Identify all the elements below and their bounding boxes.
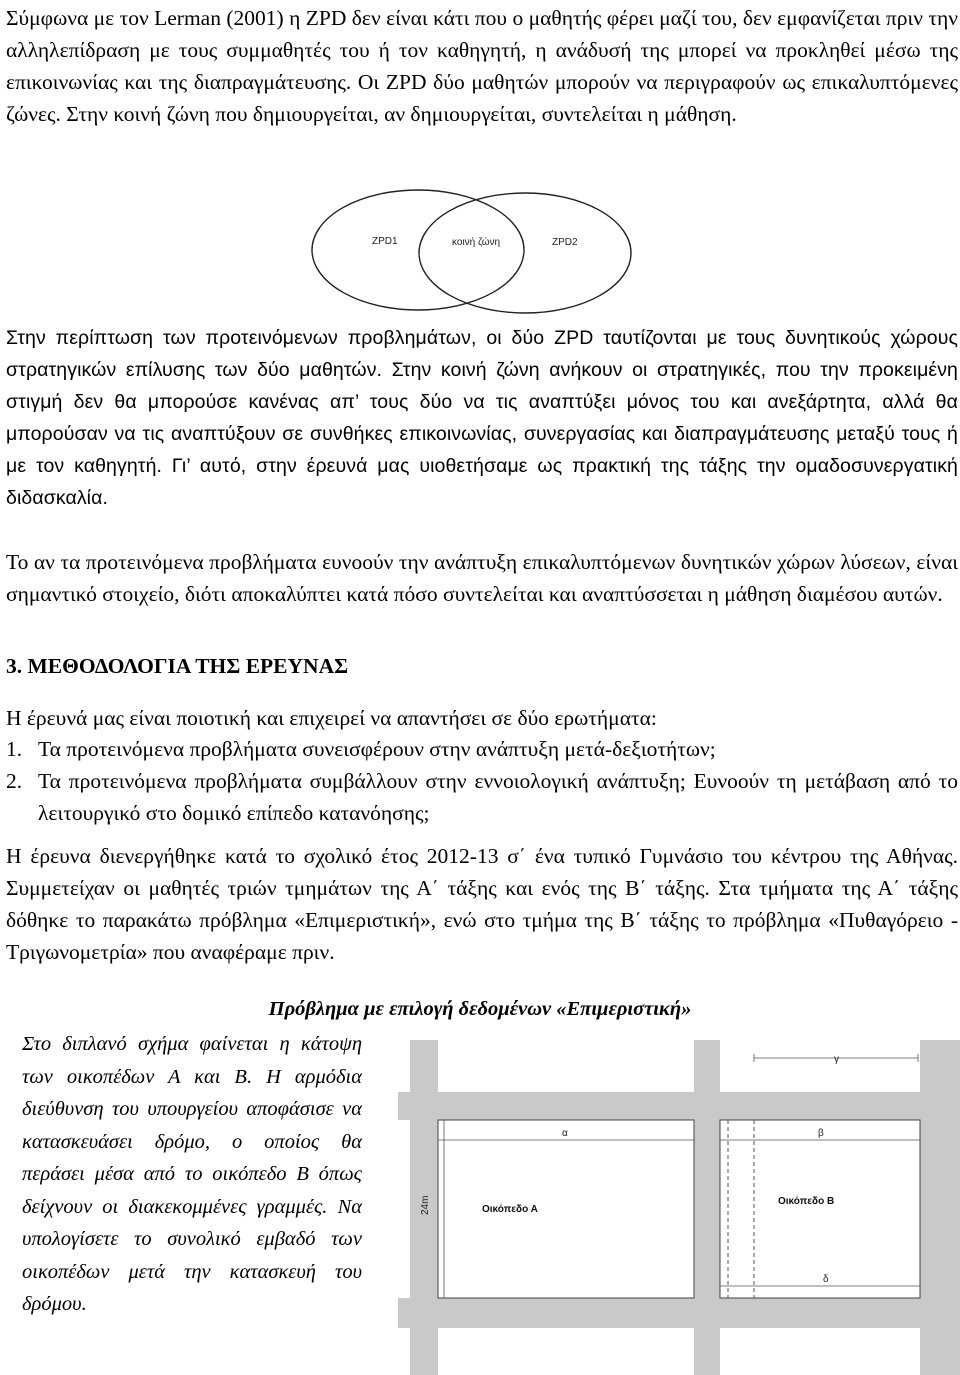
delta-label: δ xyxy=(823,1274,829,1285)
paragraph-research-questions-intro: Η έρευνά μας είναι ποιοτική και επιχειρεί να απαντήσει σε δύο ερωτήματα: xyxy=(6,706,657,730)
research-question-2 xyxy=(6,765,958,829)
zpd2-label: ZPD2 xyxy=(552,237,578,248)
problem-title: Πρόβλημα με επιλογή δεδομένων «Επιμεριστική» xyxy=(268,998,692,1020)
common-zone-label: κοινή ζώνη xyxy=(452,237,501,248)
research-question-1 xyxy=(6,733,958,765)
plot-b-rect xyxy=(720,1120,920,1298)
plot-a-label: Οικόπεδο Α xyxy=(482,1204,538,1215)
plot-a-rect xyxy=(438,1120,694,1298)
section-heading-methodology: 3. ΜΕΘΟΔΟΛΟΓΙΑ ΤΗΣ ΕΡΕΥΝΑΣ xyxy=(6,654,349,678)
question-1-text: Τα προτεινόμενα προβλήματα συνεισφέρουν στην ανάπτυξη μετά-δεξιοτήτων; xyxy=(38,737,716,761)
beta-label: β xyxy=(818,1128,824,1139)
question-2-text: Τα προτεινόμενα προβλήματα συμβάλλουν στην εννοιολογική ανάπτυξη; Ευνοούν τη μετάβαση από το λειτουργικό στο δομικό επίπεδο κατανόησης; xyxy=(38,769,958,825)
alpha-label: α xyxy=(562,1128,568,1139)
paragraph-zpd-strategies: Στην περίπτωση των προτεινόμενων προβλημάτων, οι δύο ZPD ταυτίζονται με τους δυνητικούς χώρους στρατηγικών επίλυσης των δύο μαθητών. Στην κοινή ζώνη ανήκουν οι στρατηγικές, που την προκειμένη στιγμή δεν θα μπορούσε κανένας απ’ τους δύο να τις αναπτύξει μόνος του και ανεξάρτητα, αλλά θα μπορούσαν να τις αναπτύξουν σε συνθήκες επικοινωνίας, συνεργασίας και διαπραγμάτευσης μεταξύ τους ή με τον καθηγητή. Γι’ αυτό, στην έρευνά μας υιοθετήσαμε ως πρακτική της τάξης την ομαδοσυνεργατική διδασκαλία. xyxy=(6,327,958,509)
plot-b-label: Οικόπεδο Β xyxy=(778,1196,835,1207)
zpd1-ellipse xyxy=(312,190,524,310)
problem-statement: Στο διπλανό σχήμα φαίνεται η κάτοψη των οικοπέδων Α και Β. Η αρμόδια διεύθυνση του υπουργείου αποφάσισε να κατασκευάσει δρόμο, ο οποίος θα περάσει μέσα από το οικόπεδο Β όπως δείχνουν οι διακεκομμένες γραμμές. Να υπολογίσετε το συνολικό εμβαδό των οικοπέδων μετά την κατασκευή του δρόμου. xyxy=(22,1033,362,1315)
zpd1-label: ZPD1 xyxy=(372,236,398,247)
plots-floorplan-figure xyxy=(398,1040,960,1375)
paragraph-lerman-zpd: Σύμφωνα με τον Lerman (2001) η ZPD δεν είναι κάτι που ο μαθητής φέρει μαζί του, δεν εμφανίζεται πριν την αλληλεπίδραση με τους συμμαθητές του ή τον καθηγητή, η ανάδυσή της μπορεί να προκληθεί μέσω της επικοινωνίας και της διαπραγμάτευσης. Οι ZPD δύο μαθητών μπορούν να περιγραφούν ως επικαλυπτόμενες ζώνες. Στην κοινή ζώνη που δημιουργείται, αν δημιουργείται, συντελείται η μάθηση. xyxy=(6,6,959,126)
paragraph-research-setting: Η έρευνα διενεργήθηκε κατά το σχολικό έτος 2012-13 σ΄ ένα τυπικό Γυμνάσιο του κέντρου της Αθήνας. Συμμετείχαν οι μαθητές τριών τμημάτων της Α΄ τάξης και ενός της Β΄ τάξης. Στα τμήματα της Α΄ τάξης δόθηκε το παρακάτω πρόβλημα «Επιμεριστική», ενώ στο τμήμα της Β΄ τάξης το πρόβλημα «Πυθαγόρειο - Τριγωνομετρία» που αναφέραμε πριν. xyxy=(6,844,958,964)
question-1-number: 1. xyxy=(6,737,23,761)
question-2-number: 2. xyxy=(6,769,23,793)
zpd2-ellipse xyxy=(419,193,631,313)
gamma-label: γ xyxy=(834,1054,839,1065)
paragraph-overlapping-spaces: Το αν τα προτεινόμενα προβλήματα ευνοούν την ανάπτυξη επικαλυπτόμενων δυνητικών χώρων λύσεων, είναι σημαντικό στοιχείο, διότι αποκαλύπτει κατά πόσο συντελείται και αναπτύσσεται η μάθηση διαμέσου αυτών. xyxy=(6,550,958,606)
road-top xyxy=(398,1092,960,1120)
height-label: 24m xyxy=(420,1195,431,1215)
venn-diagram-zpd xyxy=(300,188,640,318)
road-bottom xyxy=(398,1298,960,1328)
